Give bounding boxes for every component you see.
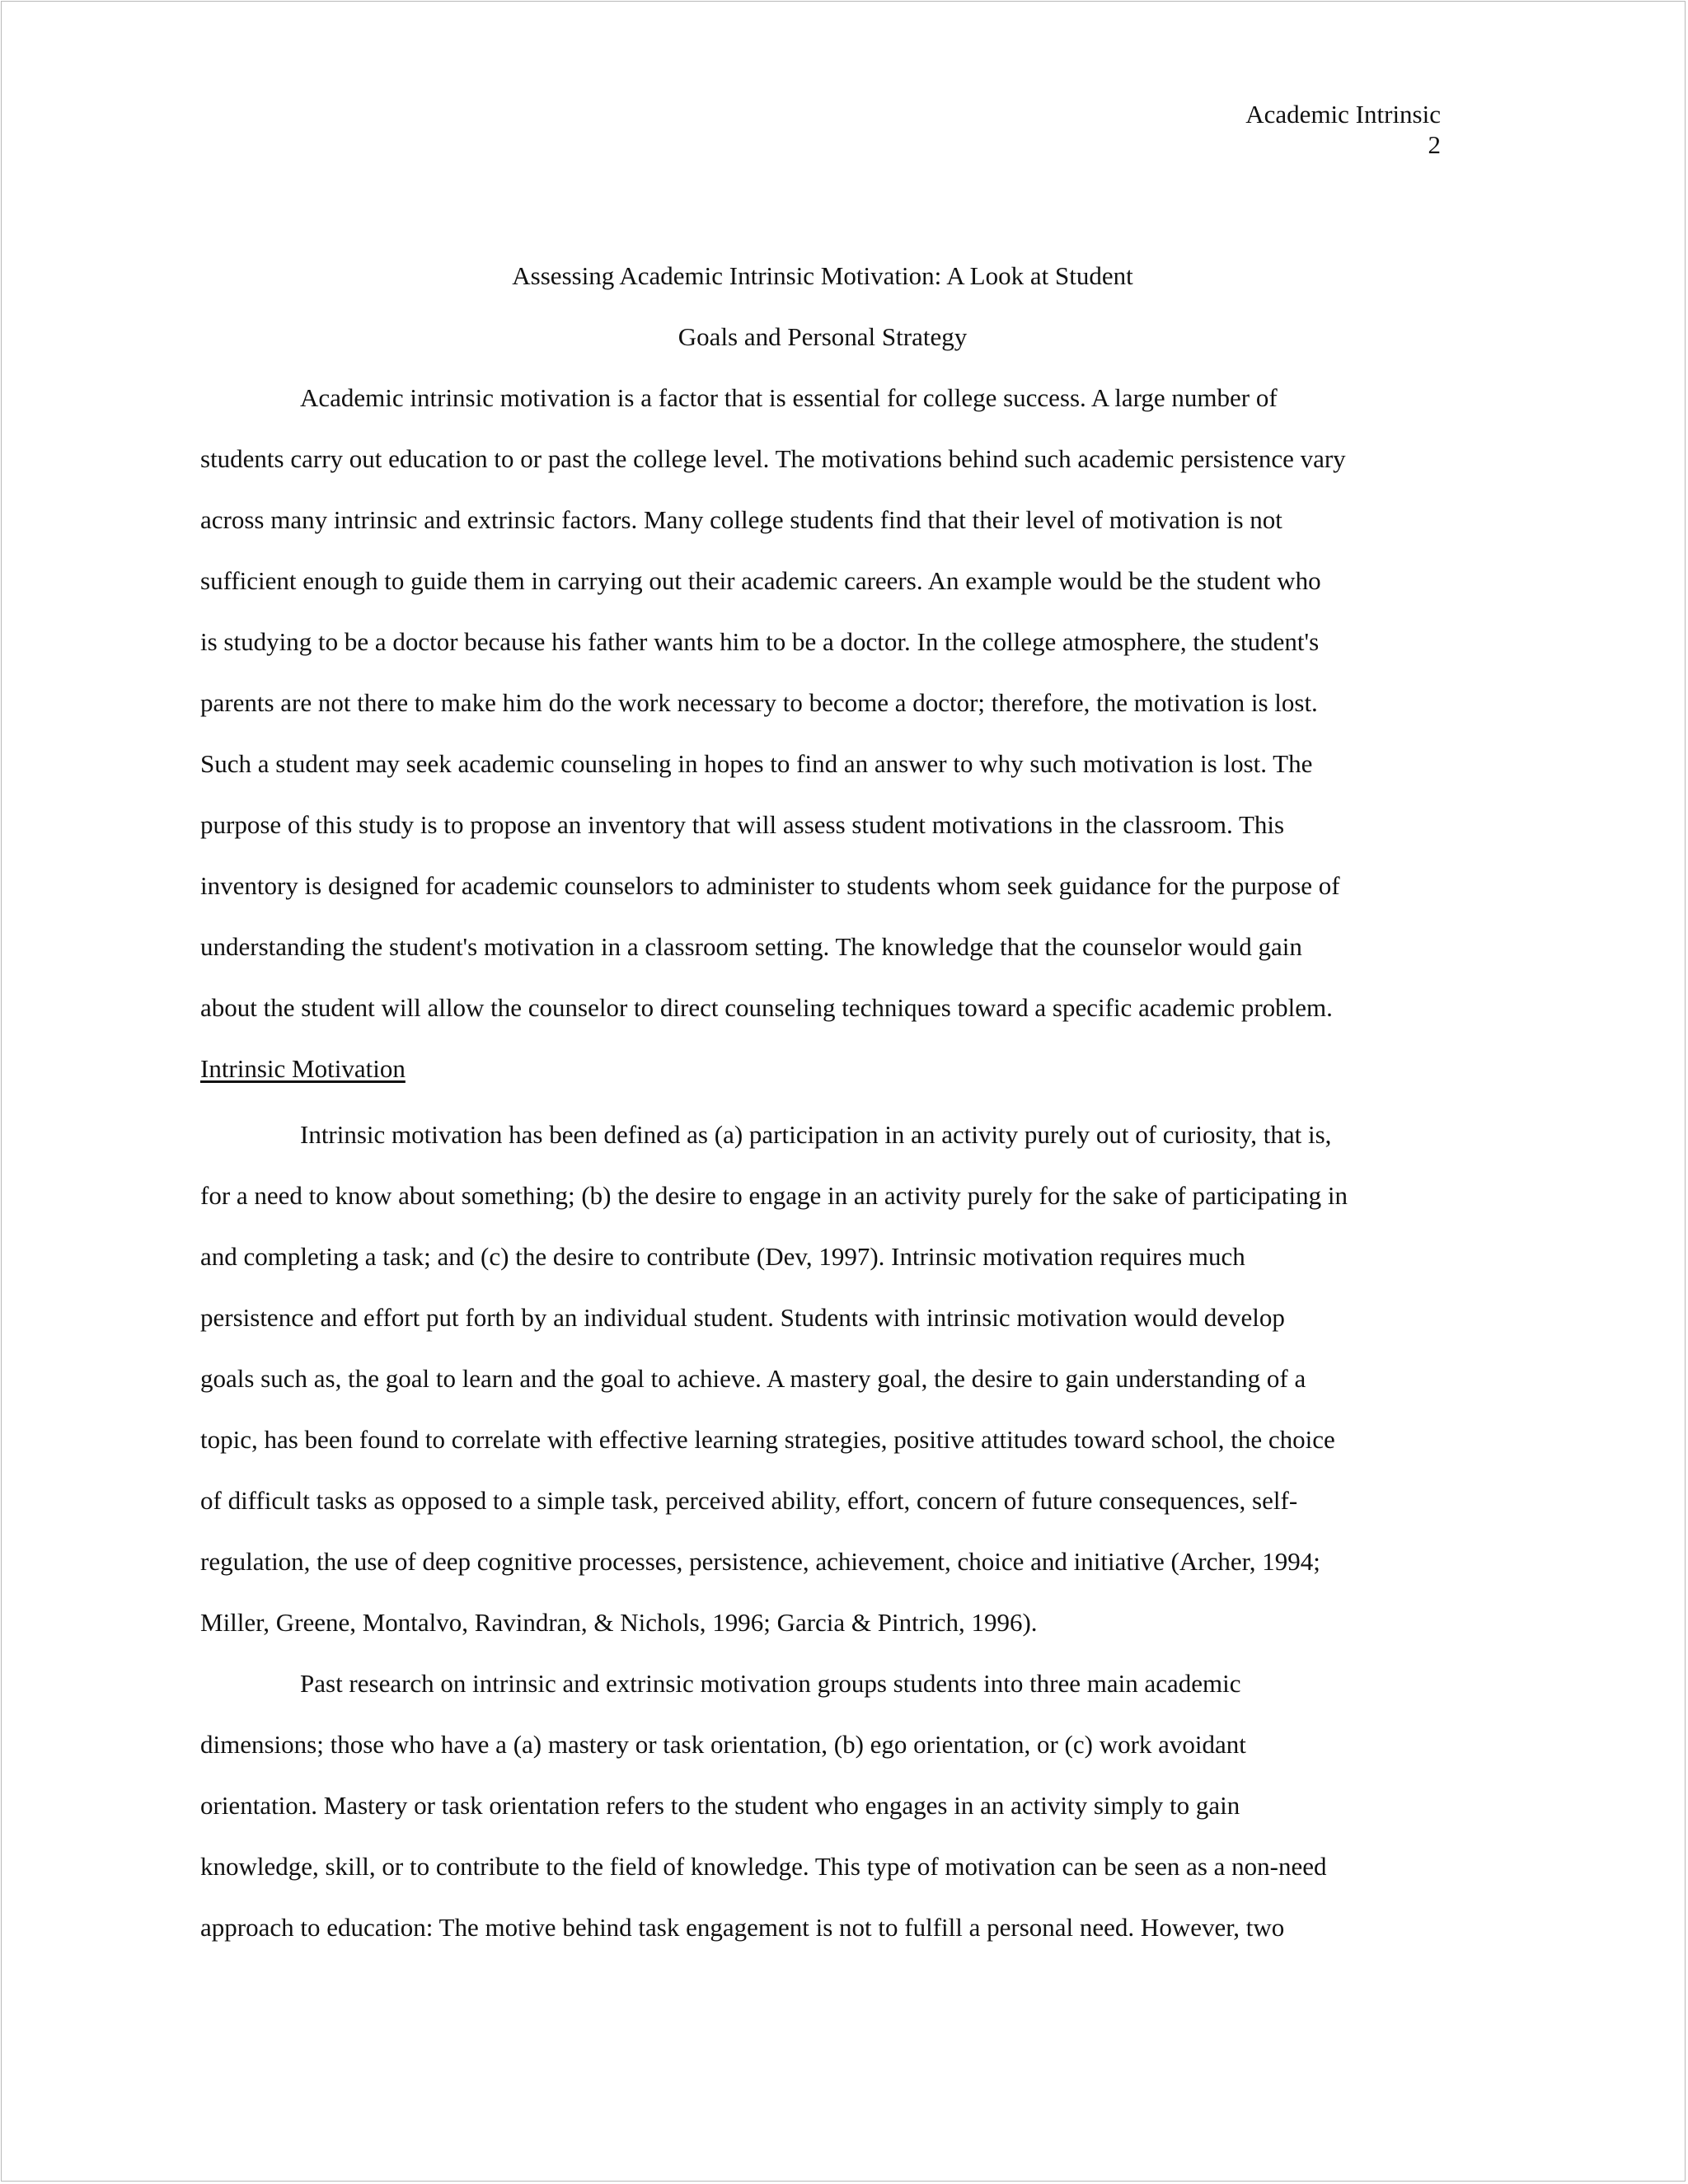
running-head — [1245, 99, 1441, 160]
paragraph-line: is studying to be a doctor because his father wants him to be a doctor. In the college atmosphere, the student's — [200, 627, 1320, 656]
paragraph-line: students carry out education to or past the college level. The motivations behind such academic persistence vary — [200, 444, 1346, 473]
section-heading-intrinsic-motivation: Intrinsic Motivation — [200, 1054, 406, 1083]
paragraph-introduction — [200, 368, 1445, 1958]
paragraph-line: across many intrinsic and extrinsic factors. Many college students find that their level of motivation is not — [200, 505, 1282, 534]
paragraph-line: persistence and effort put forth by an individual student. Students with intrinsic motivation would develop — [200, 1303, 1285, 1332]
paragraph-line: purpose of this study is to propose an inventory that will assess student motivations in the classroom. This — [200, 810, 1285, 839]
paper-title — [200, 246, 1445, 368]
paragraph-line: Past research on intrinsic and extrinsic motivation groups students into three main academic — [300, 1669, 1241, 1698]
paragraph-line: Intrinsic motivation has been defined as (a) participation in an activity purely out of curiosity, that is, — [300, 1120, 1332, 1149]
paragraph-line: orientation. Mastery or task orientation refers to the student who engages in an activity simply to gain — [200, 1791, 1240, 1820]
paragraph-line: regulation, the use of deep cognitive processes, persistence, achievement, choice and initiative (Archer, 1994; — [200, 1547, 1320, 1576]
paragraph-line: topic, has been found to correlate with effective learning strategies, positive attitudes toward school, the choice — [200, 1425, 1335, 1454]
document-page — [1, 1, 1686, 2182]
paragraph-line: Such a student may seek academic counseling in hopes to find an answer to why such motivation is lost. The — [200, 749, 1313, 778]
paragraph-line: understanding the student's motivation in a classroom setting. The knowledge that the counselor would gain — [200, 932, 1302, 961]
paragraph-line: inventory is designed for academic counselors to administer to students whom seek guidance for the purpose of — [200, 871, 1340, 900]
paragraph-line: Miller, Greene, Montalvo, Ravindran, & Nichols, 1996; Garcia & Pintrich, 1996). — [200, 1608, 1038, 1637]
paragraph-line: parents are not there to make him do the work necessary to become a doctor; therefore, the motivation is lost. — [200, 688, 1318, 717]
paragraph-line: goals such as, the goal to learn and the goal to achieve. A mastery goal, the desire to gain understanding of a — [200, 1364, 1306, 1393]
paragraph-line: about the student will allow the counselor to direct counseling techniques toward a specific academic problem. — [200, 993, 1333, 1022]
paragraph-line: and completing a task; and (c) the desire to contribute (Dev, 1997). Intrinsic motivation requires much — [200, 1242, 1245, 1271]
page-number: 2 — [1428, 130, 1441, 159]
paper-title-line-2: Goals and Personal Strategy — [678, 322, 968, 351]
paragraph-line: knowledge, skill, or to contribute to the field of knowledge. This type of motivation can be seen as a non-need — [200, 1852, 1327, 1881]
running-head-title: Academic Intrinsic — [1245, 100, 1441, 129]
paragraph-line: dimensions; those who have a (a) mastery or task orientation, (b) ego orientation, or (c) work avoidant — [200, 1730, 1246, 1759]
paragraph-line: sufficient enough to guide them in carrying out their academic careers. An example would be the student who — [200, 566, 1321, 595]
paper-title-line-1: Assessing Academic Intrinsic Motivation: A Look at Student — [512, 261, 1133, 290]
paragraph-line: approach to education: The motive behind task engagement is not to fulfill a personal need. However, two — [200, 1913, 1285, 1942]
paragraph-line: Academic intrinsic motivation is a factor that is essential for college success. A large number of — [300, 383, 1278, 412]
paragraph-line: for a need to know about something; (b) the desire to engage in an activity purely for the sake of participating in — [200, 1181, 1348, 1210]
paragraph-line: of difficult tasks as opposed to a simple task, perceived ability, effort, concern of future consequences, self- — [200, 1486, 1298, 1515]
